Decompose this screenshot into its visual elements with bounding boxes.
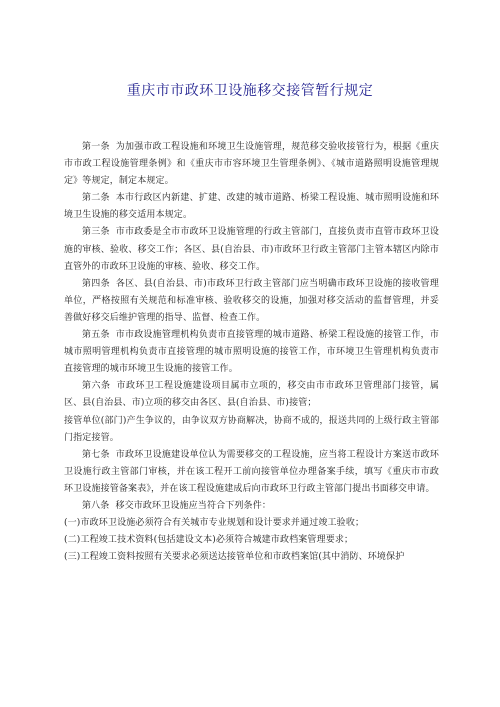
article-label: 第一条 (82, 142, 110, 152)
article-label: 第六条 (82, 381, 111, 392)
article-text: 市市政委是全市市政环卫设施管理的行政主管部门，直接负责市直管市政环卫设施的审核、验收、移交工作；各区、县(自治县、市)市政环卫行政主管部门主管本辖区内除市直管外的市政环卫设施的审核、验收、移交工作。 (64, 227, 439, 272)
article-6 (64, 378, 439, 412)
article-1 (64, 139, 439, 190)
article-text: 移交市政环卫设施应当符合下列条件： (115, 500, 272, 511)
paragraph-text: 接管单位(部门)产生争议的，由争议双方协商解决，协商不成的，报送共同的上级行政主管部门指定接管。 (64, 415, 439, 443)
article-text: 市政环卫设施建设单位认为需要移交的工程设施，应当将工程设计方案送市政环卫设施行政主管部门审核，并在该工程开工前向接管单位办理备案手续，填写《重庆市市政环卫设施接管备案表》，并在该工程设施建成后向市政环卫行政主管部门提出书面移交申请。 (64, 449, 439, 494)
article-label: 第三条 (82, 227, 110, 238)
document-title: 重庆市市政环卫设施移交接管暂行规定 (126, 83, 374, 99)
article-label: 第四条 (82, 278, 110, 289)
article-text: 市市政设施管理机构负责市直接管理的城市道路、桥梁工程设施的接管工作，市城市照明管理机构负责市直接管理的城市照明设施的接管工作，市环境卫生管理机构负责市直接管理的城市环境卫生设施的接管工作。 (64, 330, 439, 375)
article-text: 本市行政区内新建、扩建、改建的城市道路、桥梁工程设施、城市照明设施和环境卫生设施的移交适用本规定。 (64, 193, 439, 221)
article-5 (64, 327, 439, 378)
article-6-continuation (64, 413, 439, 447)
article-text: 各区、县(自治县、市)市政环卫行政主管部门应当明确市政环卫设施的接收管理单位，严格按照有关规范和标准审核、验收移交的设施，加强对移交活动的监督管理，并妥善做好移交后维护管理的指导、监督、检查工作。 (64, 278, 439, 323)
condition-text: (二)工程竣工技术资料(包括建设文本)必须符合城建市政档案管理要求； (64, 535, 354, 546)
article-3 (64, 224, 439, 275)
article-7 (64, 447, 439, 498)
condition-item-3 (64, 549, 439, 566)
condition-item-1 (64, 515, 439, 532)
article-text: 为加强市政工程设施和环境卫生设施管理，规范移交验收接管行为，根据《重庆市市政工程设施管理条例》和《重庆市市容环境卫生管理条例》、《城市道路照明设施管理规定》等规定，制定本规定。 (64, 142, 439, 187)
article-label: 第八条 (82, 500, 110, 511)
article-label: 第五条 (82, 330, 110, 341)
article-8 (64, 498, 439, 515)
article-2 (64, 190, 439, 224)
article-label: 第二条 (82, 193, 110, 204)
condition-text: (一)市政环卫设施必须符合有关城市专业规划和设计要求并通过竣工验收； (64, 518, 365, 529)
article-4 (64, 276, 439, 327)
condition-text: (三)工程竣工资料按照有关要求必须送达接管单位和市政档案馆(其中消防、环境保护 (64, 552, 405, 563)
article-label: 第七条 (82, 449, 110, 460)
document-body (64, 139, 439, 566)
condition-item-2 (64, 532, 439, 549)
article-text: 市政环卫工程设施建设项目属市立项的，移交由市市政环卫管理部门接管，属区、县(自治县、市)立项的移交由各区、县(自治县、市)接管； (64, 381, 440, 409)
